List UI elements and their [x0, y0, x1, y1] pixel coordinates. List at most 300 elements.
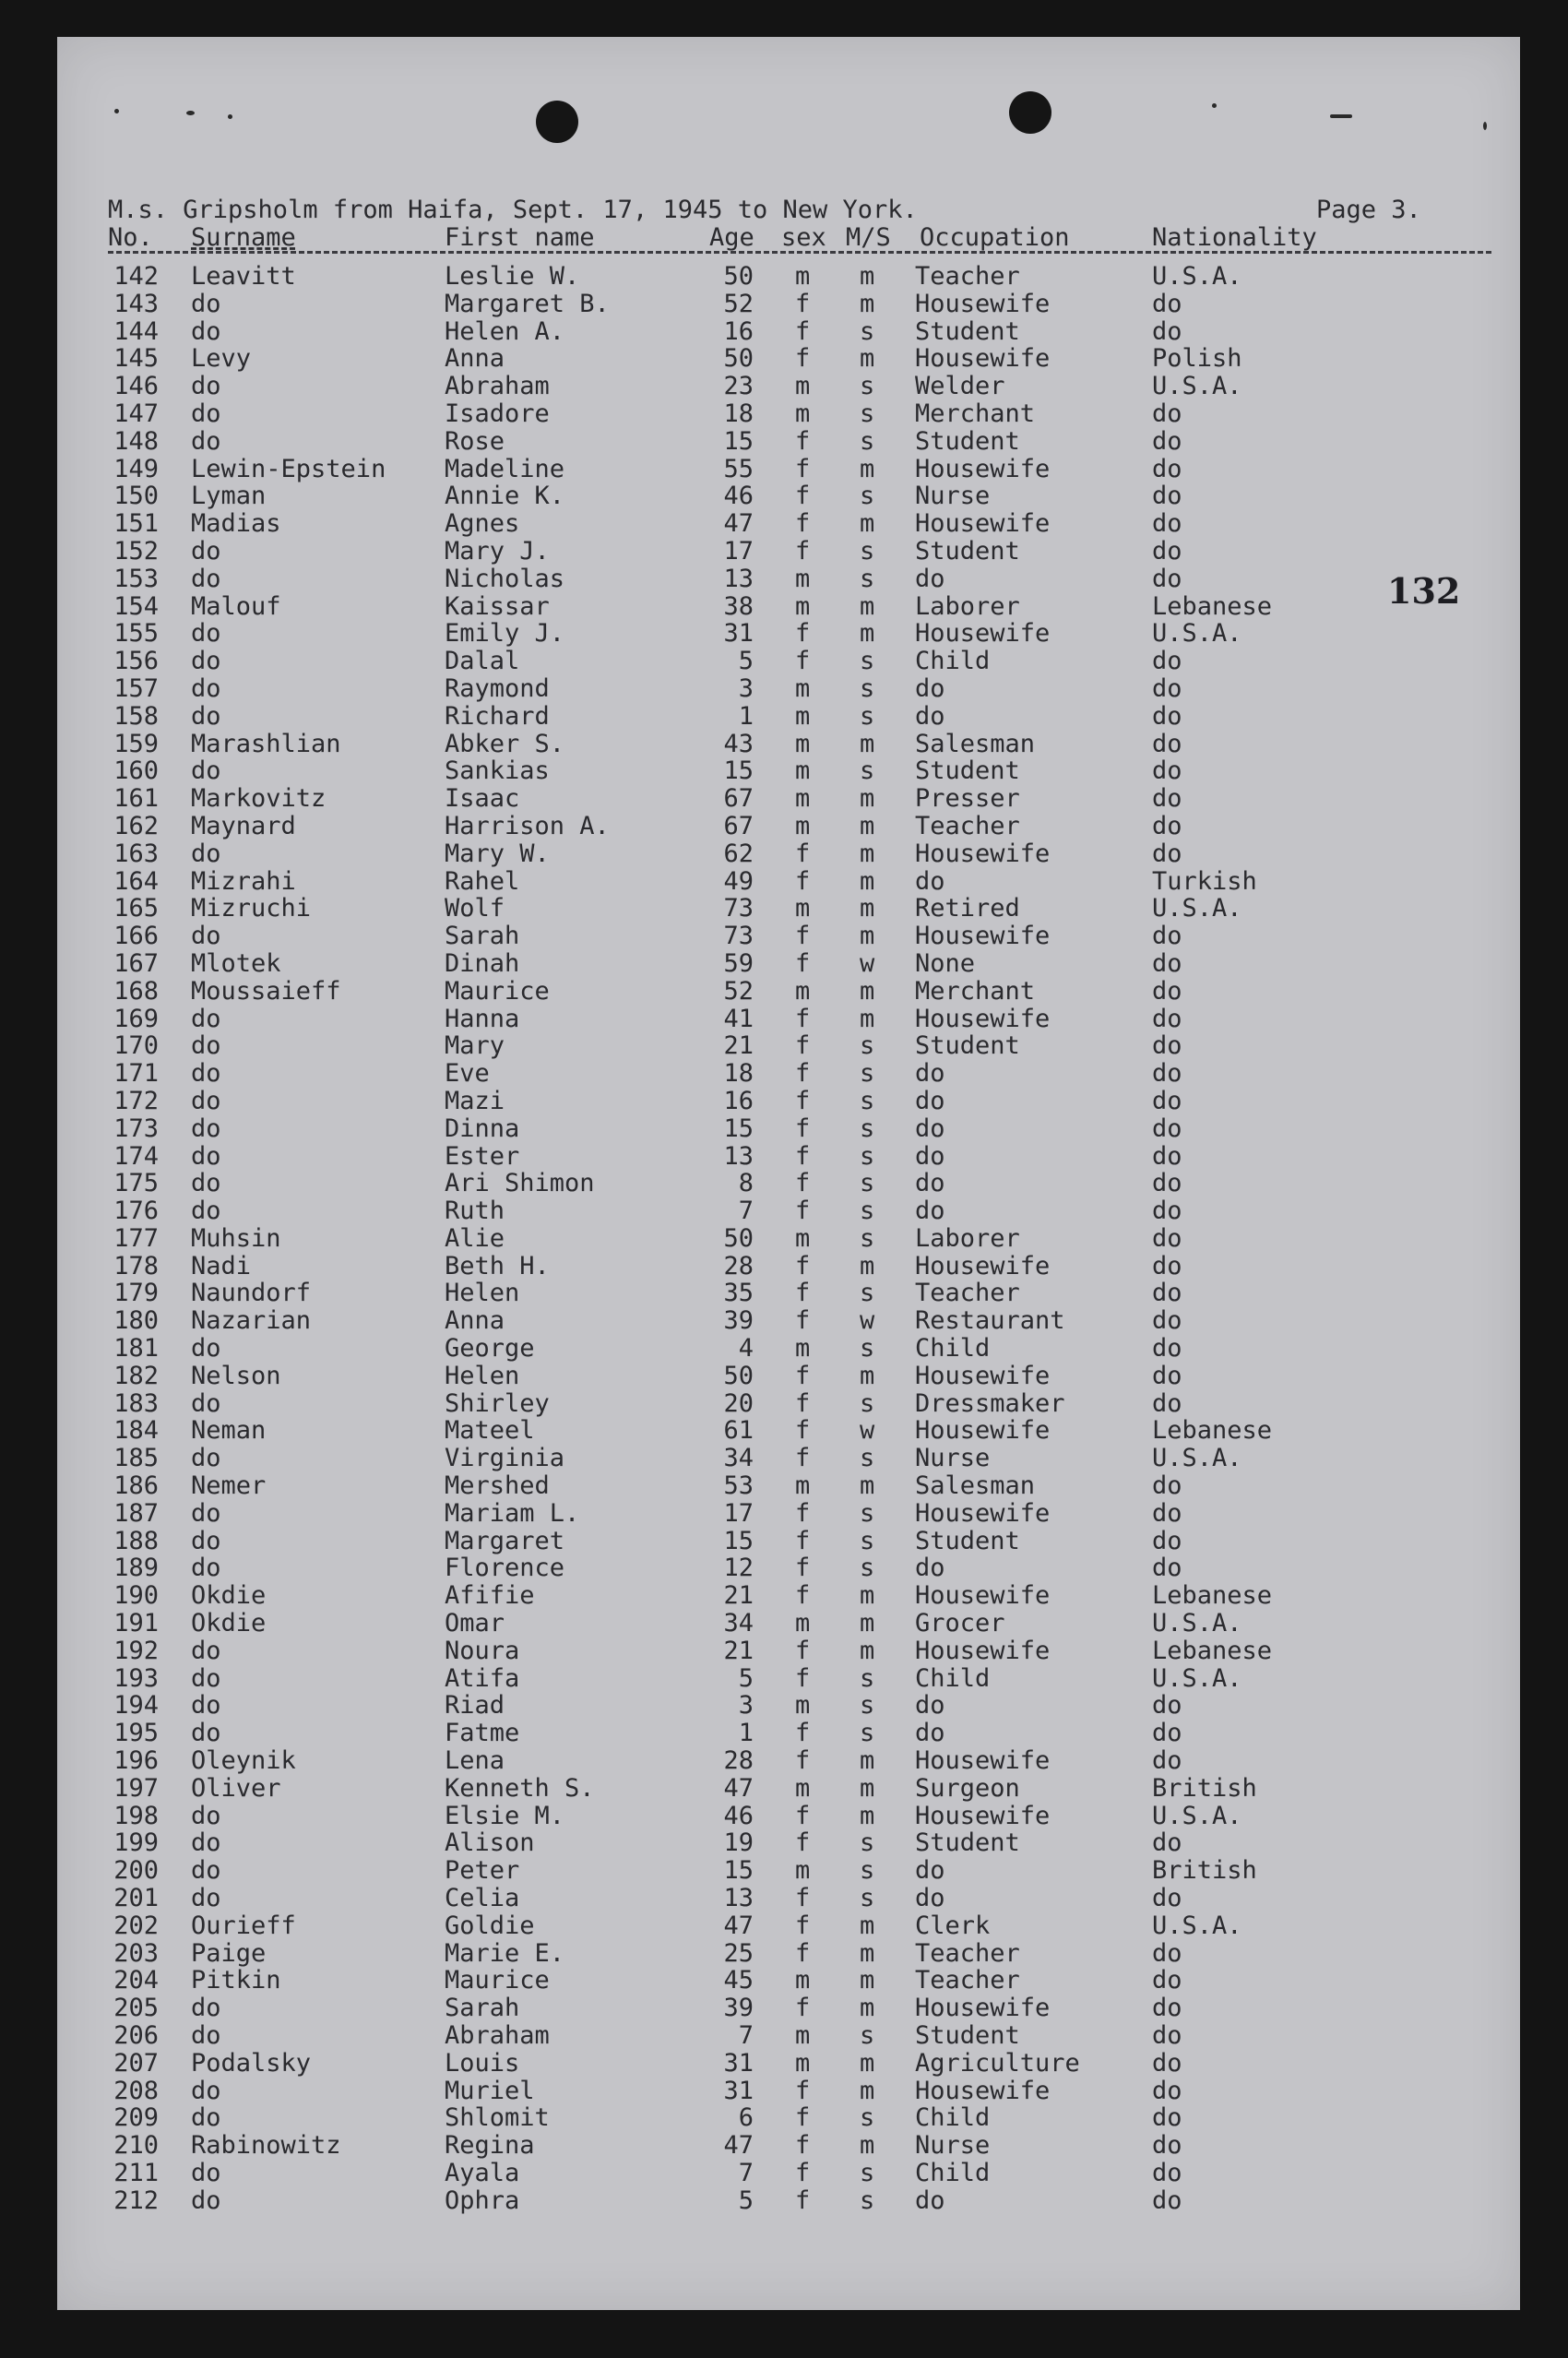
marital-status: w [860, 1416, 875, 1446]
table-row [108, 950, 1510, 978]
row-number: 152 [113, 536, 159, 566]
sex: f [795, 316, 811, 346]
sex: f [795, 1581, 811, 1611]
first-name: Regina [445, 2131, 535, 2161]
occupation: do [915, 1856, 945, 1886]
header-nationality: Nationality [1152, 223, 1317, 252]
surname: Ourieff [191, 1911, 296, 1940]
table-row [108, 1032, 1510, 1060]
surname: do [191, 564, 221, 593]
header-no: No. [108, 223, 153, 252]
first-name: Nicholas [445, 564, 565, 593]
sex: m [795, 811, 811, 840]
age: 31 [723, 619, 754, 649]
first-name: Margaret B. [445, 289, 610, 318]
age: 52 [723, 289, 754, 318]
row-number: 160 [113, 756, 159, 786]
occupation: Housewife [915, 1636, 1051, 1665]
row-number: 155 [113, 619, 159, 649]
nationality: do [1152, 289, 1182, 318]
occupation: Student [915, 316, 1020, 346]
sex: f [795, 454, 811, 483]
marital-status: m [860, 1609, 875, 1638]
first-name: Florence [445, 1554, 565, 1583]
age: 5 [738, 1663, 754, 1693]
nationality: do [1152, 1884, 1182, 1913]
header-age: Age [709, 223, 754, 252]
occupation: Student [915, 426, 1020, 456]
nationality: do [1152, 1691, 1182, 1721]
row-number: 198 [113, 1801, 159, 1830]
nationality: do [1152, 1471, 1182, 1501]
row-number: 184 [113, 1416, 159, 1446]
occupation: do [915, 1884, 945, 1913]
nationality: do [1152, 2103, 1182, 2133]
sex: m [795, 591, 811, 621]
table-row [108, 813, 1510, 840]
surname: do [191, 2103, 221, 2133]
nationality: Lebanese [1152, 1416, 1273, 1446]
marital-status: m [860, 1251, 875, 1280]
header-first-name: First name [445, 223, 595, 252]
nationality: do [1152, 1994, 1182, 2023]
header-ms: M/S [846, 223, 891, 252]
surname: do [191, 673, 221, 703]
first-name: Anna [445, 1306, 505, 1336]
nationality: do [1152, 673, 1182, 703]
table-row [108, 1528, 1510, 1555]
sex: f [795, 536, 811, 566]
nationality: U.S.A. [1152, 262, 1242, 291]
surname: do [191, 1856, 221, 1886]
marital-status: m [860, 2131, 875, 2161]
surname: do [191, 2158, 221, 2187]
marital-status: s [860, 1554, 875, 1583]
row-number: 192 [113, 1636, 159, 1665]
surname: do [191, 316, 221, 346]
age: 23 [723, 372, 754, 401]
surname: Madias [191, 509, 281, 539]
table-row [108, 263, 1510, 291]
marital-status: m [860, 1004, 875, 1033]
marital-status: m [860, 976, 875, 1006]
table-row [108, 868, 1510, 896]
age: 21 [723, 1581, 754, 1611]
table-row [108, 1940, 1510, 1968]
row-number: 148 [113, 426, 159, 456]
age: 55 [723, 454, 754, 483]
first-name: Marie E. [445, 1938, 565, 1968]
marital-status: m [860, 509, 875, 539]
occupation: Housewife [915, 1361, 1051, 1390]
occupation: Housewife [915, 1746, 1051, 1776]
marital-status: m [860, 784, 875, 814]
table-row [108, 1638, 1510, 1665]
marital-status: s [860, 1856, 875, 1886]
sex: f [795, 1361, 811, 1390]
sex: f [795, 1388, 811, 1418]
table-row [108, 675, 1510, 703]
age: 49 [723, 866, 754, 896]
table-row [108, 1280, 1510, 1307]
row-number: 156 [113, 647, 159, 676]
first-name: Atifa [445, 1663, 520, 1693]
marital-status: s [860, 2021, 875, 2050]
nationality: do [1152, 1114, 1182, 1143]
marital-status: m [860, 619, 875, 649]
surname: do [191, 1444, 221, 1473]
header-sex: sex [781, 223, 826, 252]
table-row [108, 1472, 1510, 1500]
marital-status: w [860, 948, 875, 978]
table-row [108, 1665, 1510, 1693]
row-number: 162 [113, 811, 159, 840]
nationality: do [1152, 482, 1182, 511]
surname: Maynard [191, 811, 296, 840]
occupation: Welder [915, 372, 1005, 401]
nationality: do [1152, 1279, 1182, 1308]
row-number: 185 [113, 1444, 159, 1473]
table-row [108, 1390, 1510, 1418]
nationality: do [1152, 647, 1182, 676]
marital-status: s [860, 2103, 875, 2133]
marital-status: s [860, 372, 875, 401]
first-name: Agnes [445, 509, 520, 539]
sex: f [795, 2103, 811, 2133]
table-row [108, 373, 1510, 400]
sex: f [795, 344, 811, 374]
table-row [108, 1912, 1510, 1940]
nationality: do [1152, 1746, 1182, 1776]
occupation: Dressmaker [915, 1388, 1065, 1418]
occupation: do [915, 673, 945, 703]
age: 67 [723, 811, 754, 840]
age: 59 [723, 948, 754, 978]
sex: m [795, 399, 811, 428]
table-row [108, 291, 1510, 318]
nationality: do [1152, 701, 1182, 731]
age: 13 [723, 564, 754, 593]
nationality: do [1152, 509, 1182, 539]
occupation: Merchant [915, 399, 1036, 428]
row-number: 202 [113, 1911, 159, 1940]
first-name: Shlomit [445, 2103, 550, 2133]
first-name: Celia [445, 1884, 520, 1913]
first-name: Leslie W. [445, 262, 580, 291]
first-name: Mershed [445, 1471, 550, 1501]
sex: f [795, 948, 811, 978]
age: 17 [723, 536, 754, 566]
age: 1 [738, 1719, 754, 1748]
row-number: 142 [113, 262, 159, 291]
age: 35 [723, 1279, 754, 1308]
nationality: U.S.A. [1152, 1444, 1242, 1473]
occupation: do [915, 701, 945, 731]
table-row [108, 1747, 1510, 1775]
age: 47 [723, 1911, 754, 1940]
surname: do [191, 1719, 221, 1748]
age: 61 [723, 1416, 754, 1446]
sex: f [795, 1828, 811, 1858]
surname: do [191, 1663, 221, 1693]
surname: Moussaieff [191, 976, 341, 1006]
occupation: do [915, 1197, 945, 1226]
age: 15 [723, 426, 754, 456]
sex: f [795, 1279, 811, 1308]
table-row [108, 2050, 1510, 2078]
surname: Oleynik [191, 1746, 296, 1776]
table-row [108, 1967, 1510, 1995]
table-row [108, 1995, 1510, 2022]
age: 5 [738, 647, 754, 676]
row-number: 183 [113, 1388, 159, 1418]
occupation: Student [915, 1828, 1020, 1858]
age: 47 [723, 2131, 754, 2161]
first-name: George [445, 1334, 535, 1364]
occupation: Housewife [915, 1498, 1051, 1528]
occupation: Housewife [915, 1004, 1051, 1033]
speck [1483, 122, 1487, 130]
row-number: 199 [113, 1828, 159, 1858]
row-number: 193 [113, 1663, 159, 1693]
occupation: do [915, 1691, 945, 1721]
table-row [108, 1829, 1510, 1857]
occupation: Student [915, 1526, 1020, 1555]
marital-status: s [860, 482, 875, 511]
nationality: do [1152, 2158, 1182, 2187]
table-row [108, 1225, 1510, 1253]
first-name: Ayala [445, 2158, 520, 2187]
age: 15 [723, 756, 754, 786]
sex: f [795, 289, 811, 318]
row-number: 154 [113, 591, 159, 621]
occupation: Student [915, 756, 1020, 786]
punch-hole [1009, 91, 1051, 134]
table-row [108, 2132, 1510, 2160]
nationality: do [1152, 2131, 1182, 2161]
row-number: 196 [113, 1746, 159, 1776]
surname: Levy [191, 344, 252, 374]
marital-status: s [860, 701, 875, 731]
marital-status: s [860, 536, 875, 566]
occupation: do [915, 1114, 945, 1143]
nationality: do [1152, 426, 1182, 456]
nationality: do [1152, 1334, 1182, 1364]
marital-status: s [860, 316, 875, 346]
nationality: do [1152, 1059, 1182, 1089]
row-number: 163 [113, 839, 159, 868]
table-row [108, 2078, 1510, 2105]
sex: f [795, 1306, 811, 1336]
row-number: 145 [113, 344, 159, 374]
marital-status: s [860, 1498, 875, 1528]
table-row [108, 731, 1510, 758]
sex: f [795, 1444, 811, 1473]
table-row [108, 1554, 1510, 1582]
sex: m [795, 564, 811, 593]
occupation: do [915, 866, 945, 896]
speck [186, 111, 195, 115]
marital-status: m [860, 839, 875, 868]
age: 62 [723, 839, 754, 868]
sex: m [795, 1609, 811, 1638]
first-name: Louis [445, 2048, 520, 2078]
surname: Pitkin [191, 1966, 281, 1995]
row-number: 161 [113, 784, 159, 814]
table-row [108, 2187, 1510, 2215]
nationality: do [1152, 1388, 1182, 1418]
first-name: Alison [445, 1828, 535, 1858]
row-number: 201 [113, 1884, 159, 1913]
marital-status: s [860, 1169, 875, 1198]
occupation: Housewife [915, 1251, 1051, 1280]
sex: m [795, 372, 811, 401]
sex: f [795, 1663, 811, 1693]
sex: f [795, 1994, 811, 2023]
first-name: Maurice [445, 976, 550, 1006]
age: 73 [723, 922, 754, 951]
nationality: do [1152, 1719, 1182, 1748]
row-number: 143 [113, 289, 159, 318]
sex: f [795, 647, 811, 676]
nationality: do [1152, 1361, 1182, 1390]
sex: f [795, 1197, 811, 1226]
header-divider [108, 251, 1491, 254]
first-name: Abker S. [445, 729, 565, 758]
first-name: Rahel [445, 866, 520, 896]
nationality: do [1152, 454, 1182, 483]
age: 18 [723, 399, 754, 428]
sex: f [795, 1141, 811, 1171]
table-row [108, 620, 1510, 648]
age: 15 [723, 1856, 754, 1886]
occupation: Teacher [915, 1966, 1020, 1995]
nationality: do [1152, 811, 1182, 840]
table-row [108, 1445, 1510, 1472]
surname: Lewin-Epstein [191, 454, 386, 483]
first-name: Dinna [445, 1114, 520, 1143]
first-name: Helen [445, 1279, 520, 1308]
sex: m [795, 1966, 811, 1995]
sex: m [795, 701, 811, 731]
row-number: 169 [113, 1004, 159, 1033]
surname: do [191, 399, 221, 428]
first-name: Mariam L. [445, 1498, 580, 1528]
occupation: Salesman [915, 1471, 1036, 1501]
age: 4 [738, 1334, 754, 1364]
age: 25 [723, 1938, 754, 1968]
age: 46 [723, 482, 754, 511]
age: 43 [723, 729, 754, 758]
row-number: 173 [113, 1114, 159, 1143]
sex: f [795, 1498, 811, 1528]
occupation: Child [915, 2103, 991, 2133]
surname: do [191, 756, 221, 786]
header-occupation: Occupation [920, 223, 1070, 252]
occupation: Grocer [915, 1609, 1005, 1638]
surname: do [191, 1994, 221, 2023]
table-row [108, 978, 1510, 1006]
age: 15 [723, 1114, 754, 1143]
nationality: U.S.A. [1152, 619, 1242, 649]
age: 7 [738, 2158, 754, 2187]
row-number: 171 [113, 1059, 159, 1089]
nationality: do [1152, 2048, 1182, 2078]
age: 19 [723, 1828, 754, 1858]
marital-status: s [860, 1197, 875, 1226]
row-number: 203 [113, 1938, 159, 1968]
occupation: Teacher [915, 811, 1020, 840]
marital-status: s [860, 2158, 875, 2187]
occupation: Teacher [915, 1279, 1020, 1308]
nationality: do [1152, 316, 1182, 346]
marital-status: m [860, 2076, 875, 2105]
nationality: do [1152, 1004, 1182, 1033]
age: 13 [723, 1141, 754, 1171]
first-name: Mary [445, 1031, 505, 1061]
age: 8 [738, 1169, 754, 1198]
occupation: do [915, 1059, 945, 1089]
nationality: do [1152, 1197, 1182, 1226]
surname: do [191, 1526, 221, 1555]
table-row [108, 428, 1510, 456]
table-row [108, 840, 1510, 868]
row-number: 168 [113, 976, 159, 1006]
marital-status: m [860, 1911, 875, 1940]
age: 31 [723, 2048, 754, 2078]
age: 16 [723, 1086, 754, 1115]
age: 39 [723, 1306, 754, 1336]
table-row [108, 1885, 1510, 1912]
first-name: Muriel [445, 2076, 535, 2105]
first-name: Sankias [445, 756, 550, 786]
first-name: Ari Shimon [445, 1169, 595, 1198]
age: 53 [723, 1471, 754, 1501]
first-name: Shirley [445, 1388, 550, 1418]
surname: do [191, 1388, 221, 1418]
occupation: do [915, 564, 945, 593]
table-row [108, 2104, 1510, 2132]
surname: do [191, 1114, 221, 1143]
row-number: 144 [113, 316, 159, 346]
speck [228, 114, 232, 119]
table-row [108, 400, 1510, 428]
row-number: 187 [113, 1498, 159, 1528]
row-number: 149 [113, 454, 159, 483]
row-number: 200 [113, 1856, 159, 1886]
sex: m [795, 1856, 811, 1886]
first-name: Emily J. [445, 619, 565, 649]
row-number: 197 [113, 1773, 159, 1803]
surname: do [191, 1004, 221, 1033]
age: 31 [723, 2076, 754, 2105]
surname: do [191, 2185, 221, 2215]
occupation: Salesman [915, 729, 1036, 758]
table-row [108, 1335, 1510, 1363]
sex: f [795, 1884, 811, 1913]
sex: m [795, 1334, 811, 1364]
nationality: do [1152, 536, 1182, 566]
first-name: Mazi [445, 1086, 505, 1115]
table-row [108, 895, 1510, 923]
table-row [108, 1143, 1510, 1171]
marital-status: m [860, 1938, 875, 1968]
surname: do [191, 1141, 221, 1171]
row-number: 191 [113, 1609, 159, 1638]
age: 52 [723, 976, 754, 1006]
occupation: Teacher [915, 262, 1020, 291]
age: 12 [723, 1554, 754, 1583]
